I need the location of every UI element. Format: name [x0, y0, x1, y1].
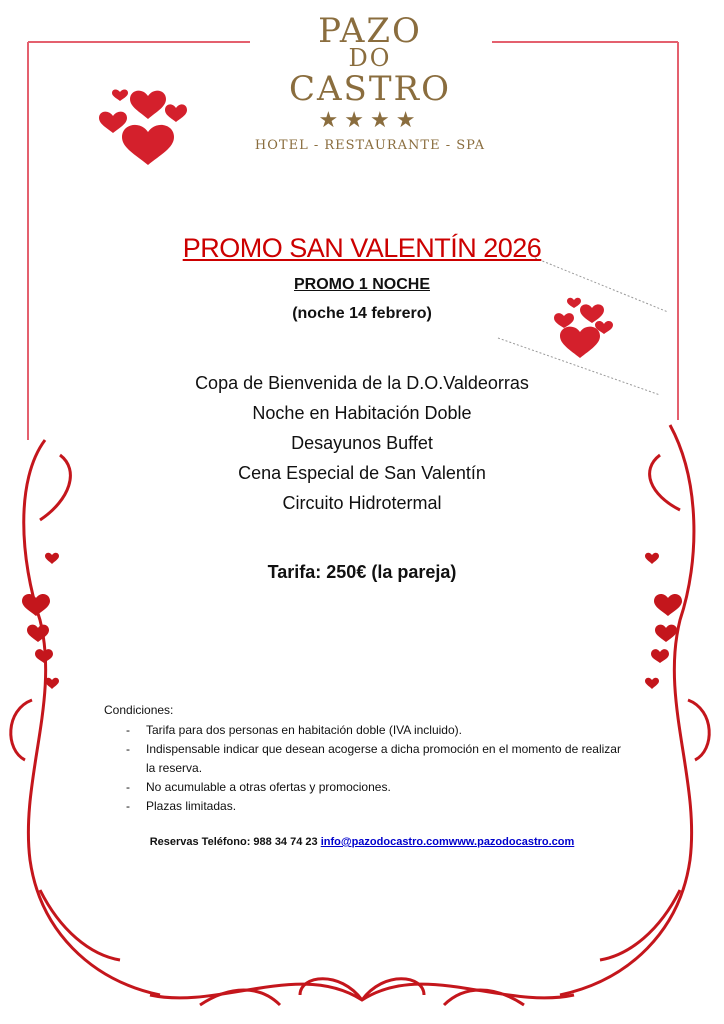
condition-text: Plazas limitadas. [146, 799, 237, 813]
email-link[interactable]: info@pazodocastro.com [320, 836, 449, 848]
bullet-dash: - [126, 780, 130, 794]
conditions-heading: Condiciones: [104, 703, 174, 717]
condition-item [104, 721, 624, 740]
website-link[interactable]: www.pazodocastro.com [448, 836, 575, 848]
logo-line-3: CASTRO [288, 69, 451, 109]
condition-item [104, 797, 624, 816]
logo-subtitle: HOTEL - RESTAURANTE - SPA [254, 138, 486, 153]
condition-text: Tarifa para dos personas en habitación doble (IVA incluido). [146, 723, 462, 737]
price-text: Tarifa: 250€ (la pareja) [267, 562, 457, 582]
logo-line-2: DO [348, 44, 392, 72]
rating-stars: ★★★★ [318, 108, 422, 133]
benefit-item: Noche en Habitación Doble [252, 403, 472, 423]
bottom-flourish [150, 979, 574, 1005]
benefits-list [0, 368, 724, 518]
hotel-logo [250, 11, 490, 154]
logo-line-1: PAZO [318, 11, 422, 51]
conditions-list [104, 721, 624, 816]
contact-phone: Reservas Teléfono: 988 34 74 23 [149, 836, 321, 848]
condition-text: Indispensable indicar que desean acogerse a dicha promoción en el momento de realizar la reserva. [146, 742, 621, 775]
benefit-item: Circuito Hidrotermal [282, 493, 442, 513]
bullet-dash: - [126, 742, 130, 756]
promo-date: (noche 14 febrero) [292, 305, 432, 322]
bullet-dash: - [126, 799, 130, 813]
benefit-item: Desayunos Buffet [291, 433, 433, 453]
condition-item [104, 778, 624, 797]
condition-item [104, 740, 624, 778]
bullet-dash: - [126, 723, 130, 737]
contact-line [0, 836, 724, 848]
heart-icon-cluster-top-left [99, 89, 187, 165]
promo-title: PROMO SAN VALENTÍN 2026 [182, 233, 542, 263]
benefit-item: Copa de Bienvenida de la D.O.Valdeorras [195, 373, 529, 393]
condition-text: No acumulable a otras ofertas y promociones. [146, 780, 391, 794]
promo-subtitle: PROMO 1 NOCHE [293, 276, 430, 293]
conditions-section [104, 703, 624, 816]
benefit-item: Cena Especial de San Valentín [238, 463, 486, 483]
